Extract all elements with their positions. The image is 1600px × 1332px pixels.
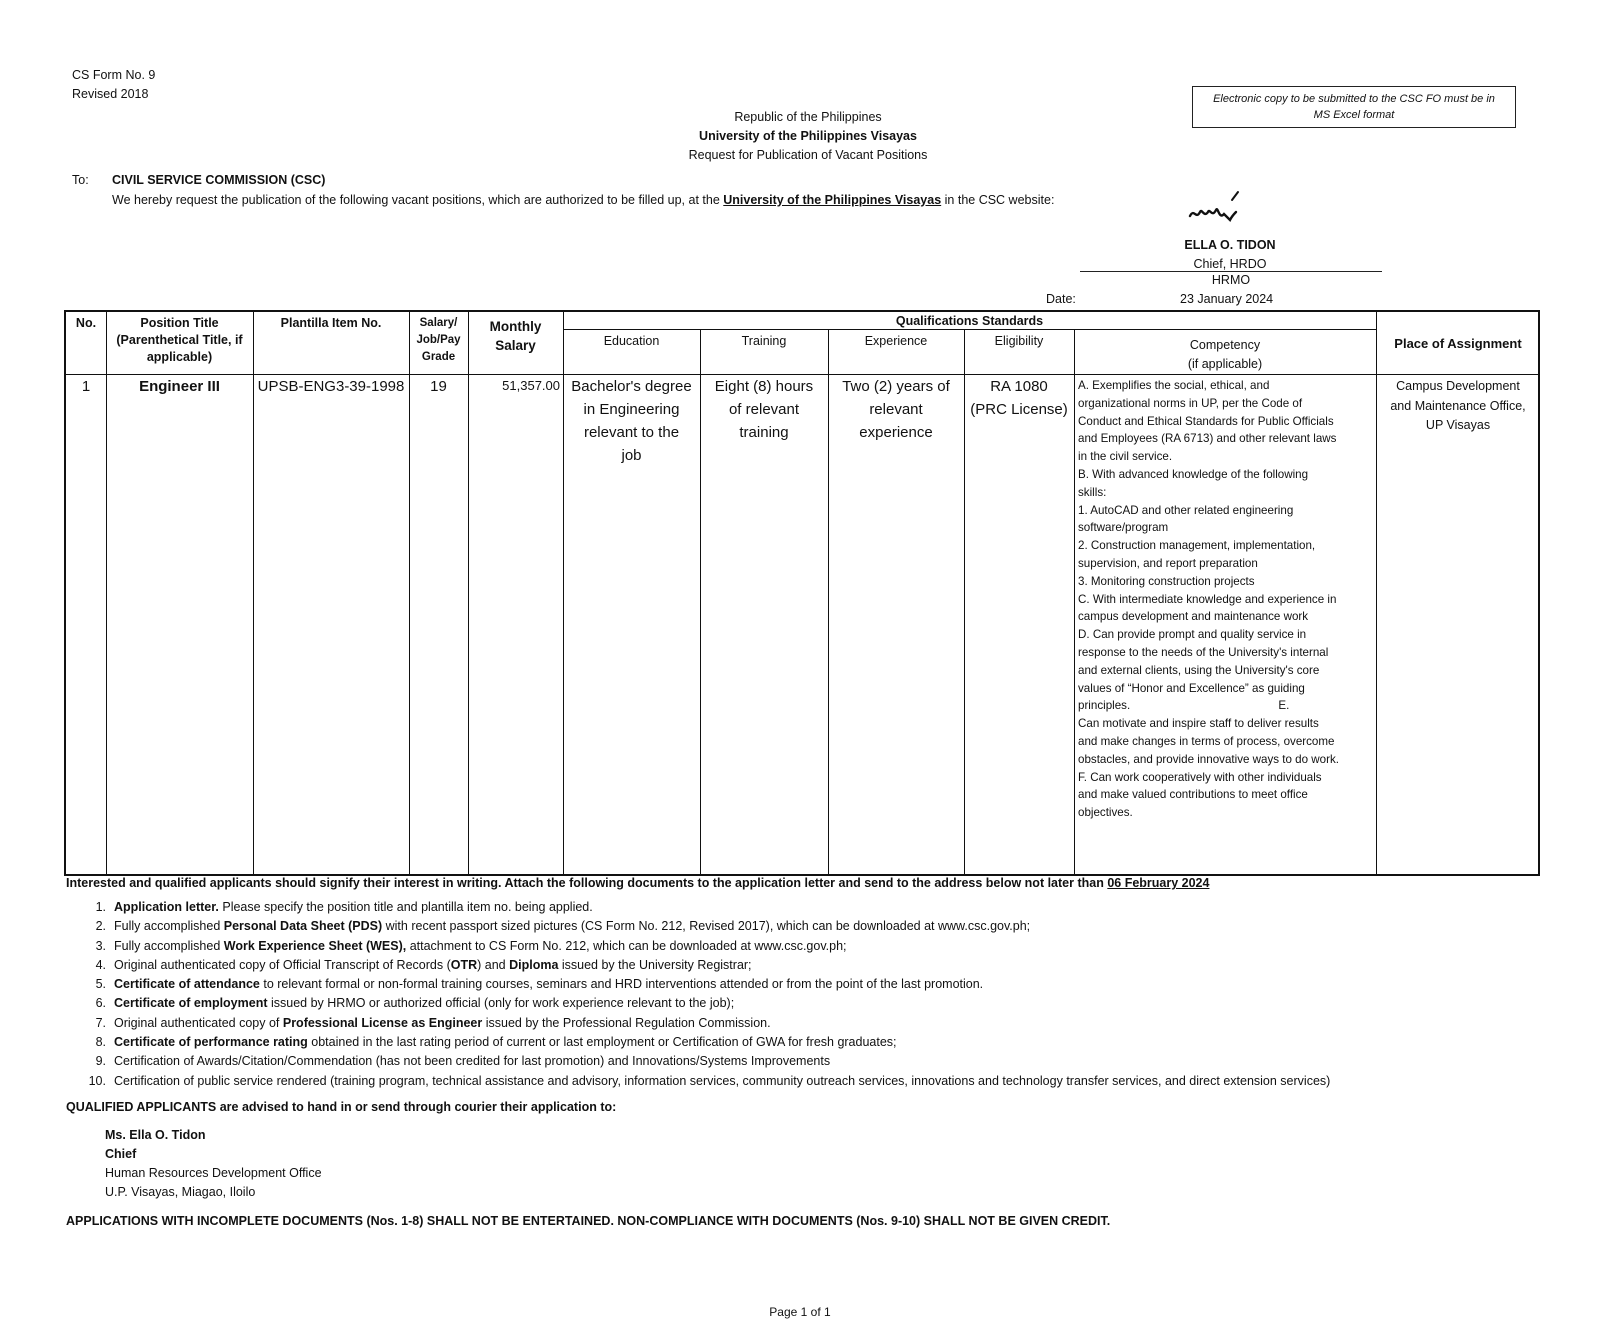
education-line: relevant to the [583,424,680,441]
item-text: ) and [477,957,510,972]
header-position-line-2: (Parenthetical Title, if [116,333,243,347]
item-bold: OTR [450,957,478,972]
header-competency-line-1: Competency [1189,338,1261,352]
header-position-line-1: Position Title [140,316,219,330]
competency-line: organizational norms in UP, per the Code of [1078,396,1303,410]
competency-line: A. Exemplifies the social, ethical, and [1078,379,1270,392]
header-grade [409,315,468,366]
application-instructions [66,876,1209,890]
item-text: Fully accomplished [114,938,224,953]
header-monthly-line-1: Monthly [489,319,542,334]
item-number: 2. [95,919,106,934]
item-number: 7. [95,1015,106,1030]
list-item [76,1014,1330,1033]
item-bold: Certificate of performance rating [114,1035,308,1050]
competency-line: objectives. [1078,806,1133,820]
competency-line: 2. Construction management, implementation, [1078,539,1316,553]
item-bold: Diploma [509,957,559,972]
header-position-line-3: applicable) [146,350,213,364]
header-qualifications: Qualifications Standards [895,314,1044,328]
row-eligibility [964,375,1074,421]
list-item [76,937,1330,956]
place-line: Campus Development [1396,379,1520,393]
eligibility-line: RA 1080 [990,378,1048,395]
item-text: issued by the Professional Regulation Commission. [482,1015,771,1030]
list-item [76,956,1330,975]
row-monthly-salary: 51,357.00 [502,378,560,393]
recipient-name: Ms. Ella O. Tidon [105,1128,206,1142]
row-education [563,375,700,467]
header-grade-line-3: Grade [421,351,456,363]
training-line: Eight (8) hours [714,378,814,395]
list-item [76,898,1330,917]
item-number: 5. [95,977,106,992]
note-line-2: MS Excel format [1313,109,1395,121]
header-training: Training [741,334,787,348]
requirements-list [76,898,1330,1091]
row-position-title: Engineer III [139,378,220,395]
signatory-name: ELLA O. TIDON [1184,238,1276,252]
document-header [600,108,1016,165]
experience-line: experience [859,424,933,441]
competency-line: principles. E. [1078,699,1290,713]
list-item [76,1052,1330,1071]
request-intro [112,193,1054,207]
header-title: Request for Publication of Vacant Positions [688,148,928,162]
item-text: Please specify the position title and plantilla item no. being applied. [218,900,593,914]
note-line-1: Electronic copy to be submitted to the CSC FO must be in [1213,93,1495,105]
item-text: Certification of Awards/Citation/Commendation (has not been credited for last promotion) and Innovations/Systems Improvements [114,1054,831,1069]
header-university: University of the Philippines Visayas [699,129,917,143]
header-competency-line-2: (if applicable) [1187,357,1263,371]
list-item [76,1072,1330,1091]
recipient-position: Chief [105,1147,137,1161]
signature-line [1080,271,1382,272]
competency-line: and external clients, using the University's core [1078,663,1320,677]
date-value: 23 January 2024 [1180,292,1274,306]
header-place: Place of Assignment [1394,336,1522,351]
form-number: CS Form No. 9 [72,68,156,82]
competency-line: Can motivate and inspire staff to deliver results [1078,717,1319,731]
education-line: job [621,447,642,464]
competency-line: B. With advanced knowledge of the following [1078,467,1309,481]
competency-line: software/program [1078,521,1169,535]
page-number: Page 1 of 1 [769,1305,831,1319]
header-position-title [106,315,253,366]
competency-line: D. Can provide prompt and quality service in [1078,628,1307,642]
header-monthly-line-2: Salary [495,338,536,353]
competency-line: C. With intermediate knowledge and experience in [1078,592,1337,606]
signatory-block [1080,236,1380,274]
row-experience [828,375,964,444]
header-eligibility: Eligibility [994,334,1044,348]
intro-agency: University of the Philippines Visayas [723,193,942,207]
deadline-date: 06 February 2024 [1107,876,1210,890]
submission-address [105,1126,322,1202]
electronic-copy-note [1192,86,1516,128]
header-grade-line-1: Salary/ [419,317,458,329]
list-item [76,975,1330,994]
competency-line: 1. AutoCAD and other related engineering [1078,503,1294,517]
list-item [76,1033,1330,1052]
competency-line: supervision, and report preparation [1078,556,1258,570]
header-monthly-salary [468,317,563,355]
item-bold: Professional License as Engineer [282,1015,483,1030]
item-text: Fully accomplished [114,919,224,934]
form-number-block [72,66,155,104]
row-training [700,375,828,444]
row-competency [1078,377,1374,822]
intro-before: We hereby request the publication of the following vacant positions, which are authorized to be filled up, at the [112,193,724,207]
item-number: 3. [95,938,106,953]
instructions-lead: Interested and qualified applicants should signify their interest in writing. Attach the following documents to the application letter and send to the address below not later than [66,876,1108,890]
item-text: obtained in the last rating period of current or last employment or Certification of GWA for fresh graduates; [307,1035,897,1050]
header-experience: Experience [864,334,928,348]
item-number: 10. [88,1073,106,1088]
eligibility-line: (PRC License) [970,401,1068,418]
item-text: issued by HRMO or authorized official (only for work experience relevant to the job); [267,996,735,1011]
competency-line: and make changes in terms of process, overcome [1078,734,1335,748]
place-line: and Maintenance Office, [1390,398,1526,413]
recipient-office: Human Resources Development Office [105,1166,322,1180]
item-bold: Application letter. [114,900,219,914]
item-number: 1. [95,900,106,914]
education-line: Bachelor's degree [571,378,692,395]
education-line: in Engineering [583,401,680,418]
competency-line: campus development and maintenance work [1078,610,1309,624]
place-line: UP Visayas [1425,418,1491,432]
item-bold: Personal Data Sheet (PDS) [223,919,383,934]
competency-line: and Employees (RA 6713) and other relevant laws [1078,432,1337,446]
item-number: 9. [95,1054,106,1069]
item-text: to relevant formal or non-formal training courses, seminars and HRD interventions attended or from the point of the last promotion. [259,977,984,992]
to-label: To: [72,173,89,187]
intro-after: in the CSC website: [941,193,1055,207]
competency-line: 3. Monitoring construction projects [1078,574,1255,588]
competency-line: F. Can work cooperatively with other individuals [1078,770,1322,784]
item-text: with recent passport sized pictures (CS Form No. 212, Revised 2017), which can be downloaded at www.csc.gov.ph; [382,919,1031,934]
competency-line: Conduct and Ethical Standards for Public Officials [1078,414,1334,428]
vacancy-table [64,310,1540,876]
experience-line: Two (2) years of [842,378,950,395]
item-number: 4. [95,957,106,972]
form-revision: Revised 2018 [72,87,149,101]
list-item [76,994,1330,1013]
list-item [76,917,1330,936]
row-place [1376,377,1540,436]
item-bold: Work Experience Sheet (WES), [223,938,407,953]
header-plantilla: Plantilla Item No. [280,316,382,330]
row-plantilla: UPSB-ENG3-39-1998 [257,378,405,395]
signatory-office: HRMO [1211,273,1251,287]
competency-line: response to the needs of the University's internal [1078,645,1329,659]
competency-line: obstacles, and provide innovative ways to do work. [1078,752,1340,766]
item-text: issued by the University Registrar; [558,957,752,972]
competency-line: and make valued contributions to meet office [1078,788,1308,802]
signatory-title: Chief, HRDO [1193,257,1267,271]
competency-line: skills: [1078,485,1107,499]
item-text: attachment to CS Form No. 212, which can be downloaded at www.csc.gov.ph; [406,938,847,953]
date-label: Date: [1046,292,1076,306]
header-grade-line-2: Job/Pay [416,334,461,346]
col-divider [1074,329,1075,874]
header-education: Education [603,334,660,348]
item-text: Original authenticated copy of Official Transcript of Records ( [114,957,451,972]
item-number: 8. [95,1035,106,1050]
compliance-warning: APPLICATIONS WITH INCOMPLETE DOCUMENTS (Nos. 1-8) SHALL NOT BE ENTERTAINED. NON-COMPLIANCE WITH DOCUMENTS (Nos. 9-10) SHALL NOT BE GIVEN CREDIT. [66,1214,1111,1228]
row-grade: 19 [430,378,447,395]
item-text: Certification of public service rendered (training program, technical assistance and advisory, information services, community outreach services, innovations and technology transfer services, and direct extension services) [114,1073,1331,1088]
item-number: 6. [95,996,106,1011]
training-line: of relevant [728,401,800,418]
row-no: 1 [81,378,91,395]
header-competency [1074,336,1376,374]
training-line: training [739,424,789,441]
submission-lead: QUALIFIED APPLICANTS are advised to hand in or send through courier their application to: [66,1100,617,1114]
item-bold: Certificate of attendance [114,977,260,992]
header-no: No. [75,316,97,330]
item-text: Original authenticated copy of [114,1015,283,1030]
header-republic: Republic of the Philippines [734,110,882,124]
competency-line: in the civil service. [1078,450,1173,464]
experience-line: relevant [869,401,923,418]
addressee-name: CIVIL SERVICE COMMISSION (CSC) [112,173,326,187]
competency-line: values of “Honor and Excellence” as guiding [1078,681,1305,695]
item-bold: Certificate of employment [114,996,268,1011]
recipient-address: U.P. Visayas, Miagao, Iloilo [105,1185,256,1199]
signature-mark [1186,190,1256,230]
